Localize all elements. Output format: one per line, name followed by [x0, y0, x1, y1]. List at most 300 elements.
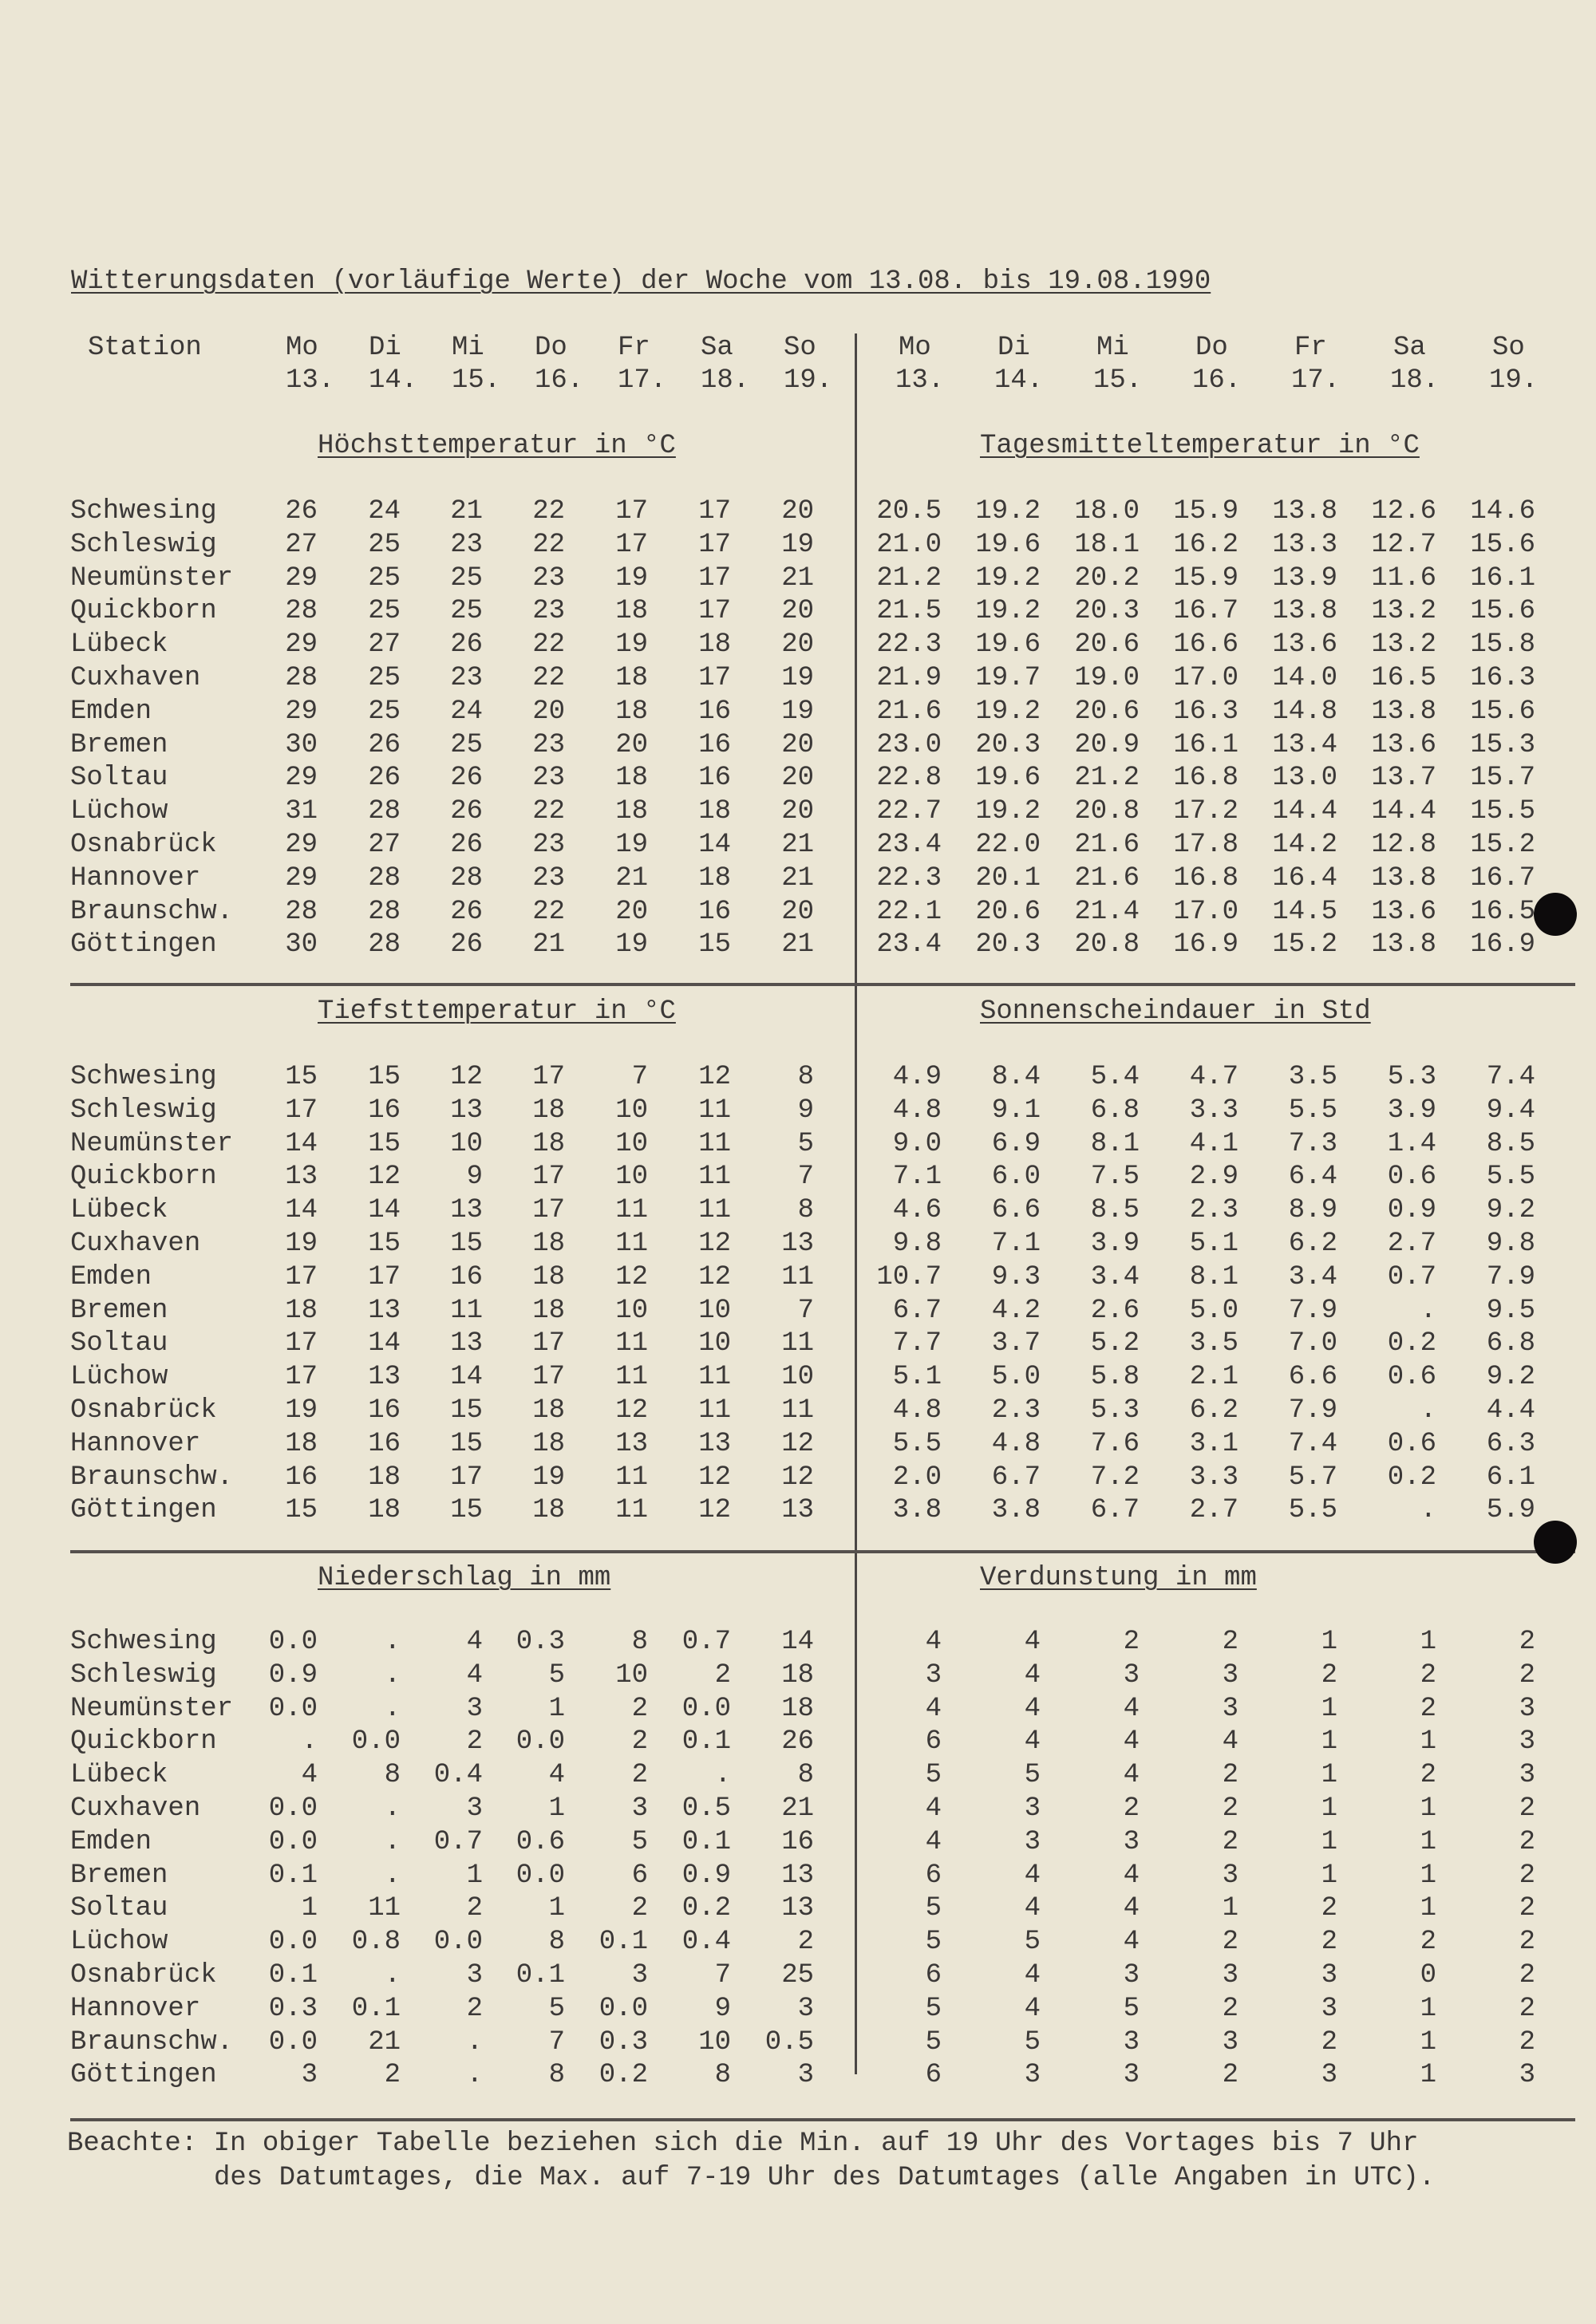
table-cell: 13.2 — [1371, 629, 1436, 661]
table-cell: 28 — [285, 896, 318, 927]
table-cell: 16.7 — [1470, 862, 1535, 894]
table-cell: 11 — [615, 1362, 648, 1393]
table-cell: 2.7 — [1387, 1229, 1436, 1259]
table-cell: 20 — [532, 696, 565, 727]
table-cell: 13.8 — [1371, 696, 1436, 727]
table-cell: 4 — [548, 1760, 565, 1791]
table-cell: 9.2 — [1486, 1362, 1535, 1393]
table-cell: 0.6 — [1387, 1162, 1436, 1193]
table-cell: 1 — [1420, 2026, 1436, 2058]
table-cell: 25 — [781, 1960, 814, 1991]
table-cell: 3 — [631, 1960, 648, 1991]
table-cell: 7 — [548, 2026, 565, 2058]
table-cell: 24 — [368, 496, 401, 527]
table-cell: 1 — [1420, 1627, 1436, 1657]
table-cell: 16.8 — [1173, 763, 1238, 794]
table-cell: 16 — [368, 1428, 401, 1459]
date-header-right: 18. — [1390, 365, 1440, 396]
table-cell: 6 — [631, 1860, 648, 1891]
table-cell: 30 — [285, 929, 318, 961]
table-cell: 1 — [1420, 1726, 1436, 1758]
table-cell: 0.2 — [681, 1893, 731, 1924]
table-cell: 5 — [925, 1760, 942, 1791]
table-cell: 8 — [631, 1627, 648, 1657]
table-cell: 0.7 — [1387, 1261, 1436, 1292]
table-cell: 25 — [368, 696, 401, 727]
table-cell: 5.9 — [1486, 1495, 1535, 1526]
table-cell: 2 — [1519, 1960, 1535, 1991]
table-cell: 3 — [1222, 1960, 1238, 1991]
table-cell: 12 — [698, 1229, 731, 1259]
table-cell: 7.5 — [1090, 1162, 1140, 1193]
table-cell: 3.9 — [1090, 1229, 1140, 1259]
table-cell: 18.0 — [1074, 496, 1140, 527]
table-cell: 2.0 — [892, 1462, 942, 1493]
station-name: Braunschw. — [70, 1462, 234, 1493]
table-cell: 3 — [797, 1993, 814, 2024]
table-cell: 4 — [1024, 1627, 1041, 1657]
table-cell: 18 — [532, 1428, 565, 1459]
table-cell: 5.7 — [1288, 1462, 1337, 1493]
table-cell: 0.1 — [598, 1927, 648, 1958]
table-cell: 28 — [368, 896, 401, 927]
table-cell: 19.0 — [1074, 663, 1140, 693]
table-cell: 14.2 — [1272, 830, 1337, 860]
table-cell: 10 — [615, 1295, 648, 1326]
table-cell: 8 — [384, 1760, 401, 1791]
table-cell: 3 — [1321, 2060, 1337, 2091]
table-cell: 17 — [698, 562, 731, 594]
table-cell: 23 — [532, 596, 565, 627]
table-cell: 16 — [368, 1395, 401, 1426]
table-cell: 7 — [797, 1162, 814, 1193]
table-cell: 17 — [615, 496, 648, 527]
table-cell: . — [384, 1793, 401, 1824]
table-cell: 27 — [368, 830, 401, 860]
table-cell: 20.6 — [1074, 696, 1140, 727]
table-cell: 16 — [698, 896, 731, 927]
table-cell: 0.9 — [1387, 1195, 1436, 1226]
table-cell: 0.0 — [516, 1726, 565, 1758]
table-cell: 13.8 — [1371, 929, 1436, 961]
section-title: Niederschlag in mm — [318, 1563, 611, 1593]
table-cell: 5 — [1024, 1927, 1041, 1958]
table-cell: 26 — [781, 1726, 814, 1758]
table-cell: 16 — [285, 1462, 318, 1493]
table-cell: 20 — [615, 896, 648, 927]
table-cell: . — [466, 2060, 483, 2091]
table-cell: 17 — [698, 663, 731, 693]
table-cell: 13 — [781, 1893, 814, 1924]
table-cell: 19.2 — [975, 696, 1041, 727]
table-cell: 1 — [1321, 1860, 1337, 1891]
station-name: Osnabrück — [70, 1960, 217, 1991]
table-cell: 19 — [781, 529, 814, 560]
table-cell: 2 — [1222, 1826, 1238, 1857]
table-cell: 3.4 — [1090, 1261, 1140, 1292]
table-cell: 16.9 — [1173, 929, 1238, 961]
table-cell: 14.5 — [1272, 896, 1337, 927]
station-name: Lübeck — [70, 629, 168, 661]
table-cell: 4 — [1024, 1960, 1041, 1991]
table-cell: 29 — [285, 763, 318, 794]
table-cell: 16 — [368, 1095, 401, 1126]
table-cell: 19 — [532, 1462, 565, 1493]
table-cell: 17 — [285, 1261, 318, 1292]
table-cell: 16.5 — [1470, 896, 1535, 927]
table-cell: 8.1 — [1090, 1128, 1140, 1159]
table-cell: 2 — [1222, 2060, 1238, 2091]
table-cell: 25 — [368, 663, 401, 693]
table-cell: 8.1 — [1189, 1261, 1238, 1292]
table-cell: 2 — [1519, 2026, 1535, 2058]
table-cell: 13 — [368, 1295, 401, 1326]
table-cell: 21.4 — [1074, 896, 1140, 927]
table-cell: 2 — [1222, 1760, 1238, 1791]
table-cell: 15 — [368, 1128, 401, 1159]
table-cell: 10 — [781, 1362, 814, 1393]
table-cell: 8 — [548, 2060, 565, 2091]
table-cell: 15 — [285, 1062, 318, 1092]
table-cell: 0.1 — [516, 1960, 565, 1991]
day-header-left: Di — [369, 333, 401, 363]
table-cell: 13.0 — [1272, 763, 1337, 794]
table-cell: 20.9 — [1074, 729, 1140, 760]
table-cell: 2 — [1222, 1793, 1238, 1824]
table-cell: 22 — [532, 496, 565, 527]
table-cell: 12 — [698, 1062, 731, 1092]
table-cell: 3 — [1519, 1693, 1535, 1724]
table-cell: 10 — [615, 1128, 648, 1159]
day-header-left: So — [784, 333, 816, 363]
table-cell: 13 — [781, 1495, 814, 1526]
table-cell: 0.9 — [681, 1860, 731, 1891]
table-cell: 15 — [450, 1495, 483, 1526]
table-cell: 18 — [368, 1462, 401, 1493]
table-cell: 15.6 — [1470, 696, 1535, 727]
table-cell: 9.3 — [991, 1261, 1041, 1292]
table-cell: 17 — [285, 1362, 318, 1393]
table-cell: 2 — [466, 1726, 483, 1758]
table-cell: 28 — [285, 596, 318, 627]
table-cell: 28 — [285, 663, 318, 693]
station-name: Quickborn — [70, 1162, 217, 1193]
date-header-left: 15. — [452, 365, 501, 396]
table-cell: 16 — [781, 1826, 814, 1857]
table-cell: . — [384, 1693, 401, 1724]
table-cell: 15 — [450, 1428, 483, 1459]
table-cell: 30 — [285, 729, 318, 760]
table-cell: 17.0 — [1173, 663, 1238, 693]
date-header-left: 18. — [701, 365, 750, 396]
table-cell: 13.9 — [1272, 562, 1337, 594]
day-header-right: Mi — [1096, 333, 1129, 363]
table-cell: 3 — [1024, 1793, 1041, 1824]
table-cell: 26 — [368, 763, 401, 794]
table-cell: 2 — [1222, 1927, 1238, 1958]
table-cell: 19.2 — [975, 596, 1041, 627]
table-cell: 12 — [698, 1495, 731, 1526]
table-cell: 3.8 — [892, 1495, 942, 1526]
table-cell: 2 — [1123, 1793, 1140, 1824]
table-cell: 29 — [285, 562, 318, 594]
table-cell: 7 — [714, 1960, 731, 1991]
table-cell: 11 — [698, 1128, 731, 1159]
date-header-left: 16. — [535, 365, 584, 396]
date-header-left: 13. — [286, 365, 335, 396]
table-cell: 0.6 — [1387, 1428, 1436, 1459]
table-cell: 11 — [698, 1395, 731, 1426]
table-cell: 1 — [1420, 1893, 1436, 1924]
table-cell: 3.3 — [1189, 1462, 1238, 1493]
table-cell: 16.3 — [1470, 663, 1535, 693]
table-cell: 10.7 — [876, 1261, 942, 1292]
table-cell: 20.6 — [1074, 629, 1140, 661]
table-cell: 1 — [1420, 1793, 1436, 1824]
table-cell: 29 — [285, 830, 318, 860]
table-cell: 20 — [781, 896, 814, 927]
table-cell: 13.2 — [1371, 596, 1436, 627]
table-cell: 4 — [1024, 1693, 1041, 1724]
table-cell: 16.7 — [1173, 596, 1238, 627]
table-cell: 9.2 — [1486, 1195, 1535, 1226]
table-cell: 4.1 — [1189, 1128, 1238, 1159]
table-cell: 0.1 — [351, 1993, 401, 2024]
table-cell: 6.9 — [991, 1128, 1041, 1159]
note-line-2: des Datumtages, die Max. auf 7-19 Uhr des Datumtages (alle Angaben in UTC). — [214, 2163, 1436, 2193]
table-cell: 5 — [925, 2026, 942, 2058]
table-cell: 16.5 — [1371, 663, 1436, 693]
table-cell: . — [301, 1726, 318, 1758]
table-cell: 3 — [1321, 1960, 1337, 1991]
table-cell: 7.4 — [1288, 1428, 1337, 1459]
table-cell: 2 — [1519, 1893, 1535, 1924]
table-cell: 12 — [450, 1062, 483, 1092]
table-cell: 5 — [548, 1659, 565, 1691]
table-cell: 12 — [698, 1462, 731, 1493]
table-cell: 16 — [698, 729, 731, 760]
table-cell: 18 — [615, 596, 648, 627]
table-cell: 0 — [1420, 1960, 1436, 1991]
table-cell: 21.0 — [876, 529, 942, 560]
table-cell: 17 — [285, 1328, 318, 1359]
table-cell: 19 — [285, 1229, 318, 1259]
table-cell: 0.7 — [433, 1826, 483, 1857]
table-cell: 1 — [548, 1793, 565, 1824]
table-cell: 19.2 — [975, 796, 1041, 827]
table-cell: 18 — [781, 1693, 814, 1724]
table-cell: 8.9 — [1288, 1195, 1337, 1226]
table-cell: 19 — [781, 663, 814, 693]
table-cell: 4 — [1024, 1659, 1041, 1691]
table-cell: 17 — [532, 1328, 565, 1359]
table-cell: 21.6 — [1074, 862, 1140, 894]
table-cell: 3 — [1123, 1960, 1140, 1991]
table-cell: 12 — [781, 1428, 814, 1459]
table-cell: 20 — [781, 596, 814, 627]
table-cell: 23 — [532, 862, 565, 894]
table-cell: 21 — [781, 862, 814, 894]
station-name: Emden — [70, 1261, 152, 1292]
table-cell: 25 — [368, 529, 401, 560]
table-cell: . — [384, 1860, 401, 1891]
table-cell: 28 — [368, 862, 401, 894]
table-cell: 0.0 — [681, 1693, 731, 1724]
date-header-left: 14. — [369, 365, 418, 396]
section-title: Tagesmitteltemperatur in °C — [980, 431, 1420, 461]
day-header-right: Di — [998, 333, 1030, 363]
table-cell: 21 — [532, 929, 565, 961]
table-cell: 2 — [1519, 1860, 1535, 1891]
table-cell: 13 — [285, 1162, 318, 1193]
table-cell: 17 — [450, 1462, 483, 1493]
table-cell: 6 — [925, 1960, 942, 1991]
table-cell: . — [1420, 1495, 1436, 1526]
table-cell: 14 — [285, 1195, 318, 1226]
table-cell: 7 — [797, 1295, 814, 1326]
table-cell: 13.4 — [1272, 729, 1337, 760]
table-cell: 16.2 — [1173, 529, 1238, 560]
table-cell: 2 — [1519, 1627, 1535, 1657]
table-cell: 0.5 — [764, 2026, 814, 2058]
table-cell: 23 — [532, 562, 565, 594]
table-cell: 0.0 — [268, 1693, 318, 1724]
table-cell: 26 — [450, 830, 483, 860]
table-cell: 3 — [1024, 2060, 1041, 2091]
table-cell: 6.7 — [991, 1462, 1041, 1493]
table-cell: 18 — [698, 862, 731, 894]
table-cell: 3.3 — [1189, 1095, 1238, 1126]
table-cell: 2 — [714, 1659, 731, 1691]
table-cell: 0.8 — [351, 1927, 401, 1958]
table-cell: 17 — [698, 529, 731, 560]
table-cell: 2 — [1519, 1793, 1535, 1824]
table-cell: 2.1 — [1189, 1362, 1238, 1393]
station-name: Soltau — [70, 1328, 168, 1359]
table-cell: 10 — [615, 1162, 648, 1193]
table-cell: 12.8 — [1371, 830, 1436, 860]
table-cell: 24 — [450, 696, 483, 727]
table-cell: 3.9 — [1387, 1095, 1436, 1126]
table-cell: 5.1 — [892, 1362, 942, 1393]
table-cell: 1 — [1222, 1893, 1238, 1924]
table-cell: 1 — [1321, 1760, 1337, 1791]
table-cell: 18 — [285, 1428, 318, 1459]
table-cell: 0.4 — [681, 1927, 731, 1958]
table-cell: 5.3 — [1387, 1062, 1436, 1092]
table-cell: . — [384, 1627, 401, 1657]
table-cell: 25 — [368, 562, 401, 594]
table-cell: 0.5 — [681, 1793, 731, 1824]
station-name: Schwesing — [70, 1062, 217, 1092]
table-cell: 22 — [532, 896, 565, 927]
table-cell: 0.0 — [351, 1726, 401, 1758]
table-cell: 17.0 — [1173, 896, 1238, 927]
table-cell: 0.0 — [268, 1793, 318, 1824]
table-cell: 4.9 — [892, 1062, 942, 1092]
table-cell: 20 — [781, 496, 814, 527]
table-cell: 3 — [1519, 1760, 1535, 1791]
table-cell: 3.8 — [991, 1495, 1041, 1526]
station-name: Braunschw. — [70, 2026, 234, 2058]
table-cell: 0.6 — [516, 1826, 565, 1857]
table-cell: 17.8 — [1173, 830, 1238, 860]
table-cell: 3 — [925, 1659, 942, 1691]
table-cell: 20.1 — [975, 862, 1041, 894]
table-cell: 25 — [450, 729, 483, 760]
table-cell: 4 — [1123, 1726, 1140, 1758]
table-cell: 4 — [925, 1693, 942, 1724]
table-cell: 11 — [368, 1893, 401, 1924]
table-cell: 26 — [285, 496, 318, 527]
table-cell: 4 — [1024, 1726, 1041, 1758]
table-cell: 26 — [450, 929, 483, 961]
table-cell: . — [1420, 1295, 1436, 1326]
table-cell: 11 — [698, 1195, 731, 1226]
table-cell: 5 — [797, 1128, 814, 1159]
table-cell: 20 — [781, 629, 814, 661]
table-cell: 18 — [698, 796, 731, 827]
station-name: Bremen — [70, 1295, 168, 1326]
table-cell: 21 — [450, 496, 483, 527]
table-cell: 16 — [450, 1261, 483, 1292]
table-cell: 17 — [532, 1362, 565, 1393]
table-cell: 0.0 — [516, 1860, 565, 1891]
table-cell: 13 — [615, 1428, 648, 1459]
table-cell: 9.5 — [1486, 1295, 1535, 1326]
table-cell: 15.5 — [1470, 796, 1535, 827]
date-header-right: 19. — [1489, 365, 1539, 396]
station-name: Schwesing — [70, 496, 217, 527]
table-cell: 23 — [532, 830, 565, 860]
table-cell: 8.5 — [1486, 1128, 1535, 1159]
table-cell: 2 — [631, 1893, 648, 1924]
table-cell: 18 — [532, 1261, 565, 1292]
table-cell: 20 — [615, 729, 648, 760]
table-cell: 7.6 — [1090, 1428, 1140, 1459]
table-cell: 2.3 — [1189, 1195, 1238, 1226]
station-name: Neumünster — [70, 1128, 234, 1159]
table-cell: 5.2 — [1090, 1328, 1140, 1359]
table-cell: 14.4 — [1272, 796, 1337, 827]
table-cell: 6 — [925, 2060, 942, 2091]
table-cell: 11 — [698, 1362, 731, 1393]
table-cell: 2 — [1519, 1659, 1535, 1691]
table-cell: 2 — [631, 1693, 648, 1724]
table-cell: 2 — [1519, 1826, 1535, 1857]
table-cell: . — [1420, 1395, 1436, 1426]
table-cell: 19 — [615, 929, 648, 961]
table-cell: 15 — [450, 1395, 483, 1426]
table-cell: 22.1 — [876, 896, 942, 927]
table-cell: 4 — [1123, 1927, 1140, 1958]
table-cell: 4.2 — [991, 1295, 1041, 1326]
table-cell: 15 — [450, 1229, 483, 1259]
table-cell: 19.2 — [975, 562, 1041, 594]
station-name: Emden — [70, 696, 152, 727]
table-cell: 11 — [615, 1495, 648, 1526]
table-cell: 1.4 — [1387, 1128, 1436, 1159]
table-cell: 7.9 — [1288, 1295, 1337, 1326]
station-name: Lüchow — [70, 1362, 168, 1393]
table-cell: 2 — [1519, 1993, 1535, 2024]
table-cell: 16.1 — [1470, 562, 1535, 594]
date-header-left: 17. — [618, 365, 667, 396]
table-cell: 21 — [781, 1793, 814, 1824]
day-header-right: Fr — [1294, 333, 1327, 363]
table-cell: 6.3 — [1486, 1428, 1535, 1459]
table-cell: 26 — [450, 896, 483, 927]
